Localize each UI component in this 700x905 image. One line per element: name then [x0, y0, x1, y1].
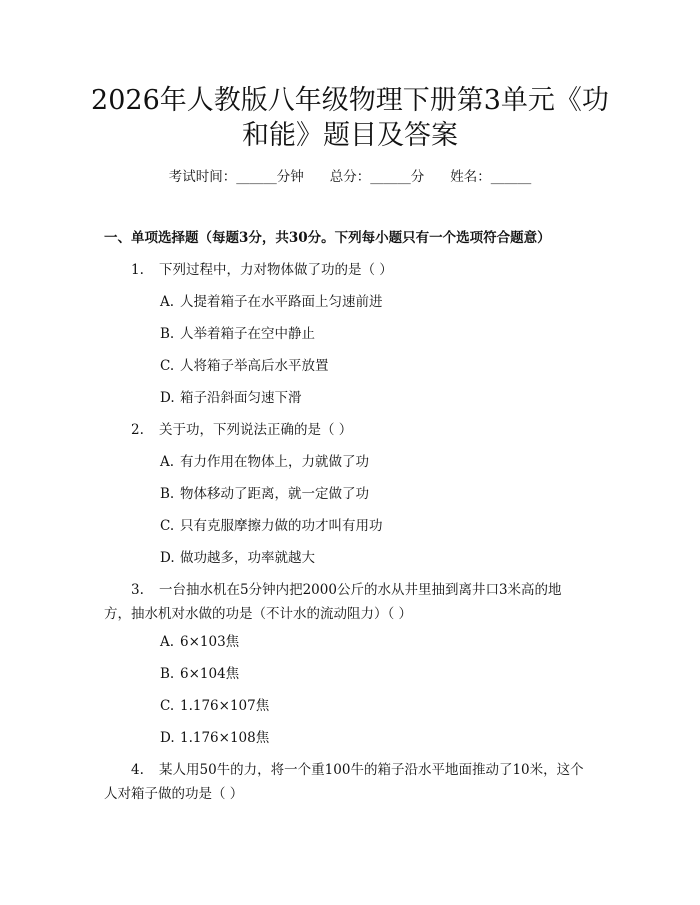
option-letter: C.: [160, 698, 175, 714]
option-letter: C.: [160, 518, 175, 534]
option-text: 6×104焦: [180, 666, 240, 682]
option-letter: A.: [160, 634, 175, 650]
section-heading: 一、单项选择题（每题3分，共30分。下列每小题只有一个选项符合题意）: [104, 230, 551, 246]
question-number: 2.: [131, 422, 144, 438]
option-text: 箱子沿斜面匀速下滑: [180, 390, 302, 406]
question-3-option-a: [160, 631, 239, 653]
option-text: 有力作用在物体上，力就做了功: [180, 454, 369, 470]
option-letter: B.: [160, 666, 175, 682]
option-letter: A.: [160, 454, 175, 470]
question-text: 某人用50牛的力，将一个重100牛的箱子沿水平地面推动了10米，这个: [159, 762, 584, 778]
option-letter: B.: [160, 486, 175, 502]
option-letter: D.: [160, 550, 175, 566]
question-2-option-c: [160, 515, 383, 537]
option-text: 1.176×107焦: [180, 698, 270, 714]
question-text: 下列过程中，力对物体做了功的是（ ）: [159, 262, 393, 278]
question-1-option-d: [160, 387, 302, 409]
option-letter: A.: [160, 294, 175, 310]
question-number: 1.: [131, 262, 144, 278]
question-number: 3.: [131, 582, 144, 598]
total-score-field: 总分：______分: [329, 169, 425, 185]
question-2-option-a: [160, 451, 369, 473]
option-text: 6×103焦: [180, 634, 240, 650]
question-2: [131, 419, 352, 441]
option-text: 只有克服摩擦力做的功才叫有用功: [180, 518, 383, 534]
question-1-option-b: [160, 323, 315, 345]
question-3-option-d: [160, 727, 269, 749]
question-3-option-b: [160, 663, 239, 685]
question-3-continued: 方，抽水机对水做的功是（不计水的流动阻力）（ ）: [104, 606, 413, 622]
question-1: [131, 259, 393, 281]
question-1-option-a: [160, 291, 383, 313]
exam-time-field: 考试时间：______分钟: [168, 169, 304, 185]
exam-info-row: [0, 167, 700, 187]
question-text: 关于功，下列说法正确的是（ ）: [159, 422, 353, 438]
option-text: 1.176×108焦: [180, 730, 270, 746]
question-1-option-c: [160, 355, 329, 377]
page-title-line2: 和能》题目及答案: [242, 120, 458, 151]
student-name-field: 姓名：______: [450, 169, 532, 185]
question-number: 4.: [131, 762, 144, 778]
page-title-line1: 2026年人教版八年级物理下册第3单元《功: [91, 85, 609, 116]
option-letter: D.: [160, 390, 175, 406]
option-letter: D.: [160, 730, 175, 746]
question-2-option-d: [160, 547, 315, 569]
option-text: 人提着箱子在水平路面上匀速前进: [180, 294, 383, 310]
option-text: 做功越多，功率就越大: [180, 550, 315, 566]
option-letter: B.: [160, 326, 175, 342]
question-text: 一台抽水机在5分钟内把2000公斤的水从井里抽到离井口3米高的地: [159, 582, 562, 598]
question-3-option-c: [160, 695, 269, 717]
question-3: [131, 579, 562, 601]
option-letter: C.: [160, 358, 175, 374]
question-4-continued: 人对箱子做的功是（ ）: [104, 786, 244, 802]
option-text: 人举着箱子在空中静止: [180, 326, 315, 342]
option-text: 物体移动了距离，就一定做了功: [180, 486, 369, 502]
question-4: [131, 759, 584, 781]
question-2-option-b: [160, 483, 369, 505]
option-text: 人将箱子举高后水平放置: [180, 358, 329, 374]
